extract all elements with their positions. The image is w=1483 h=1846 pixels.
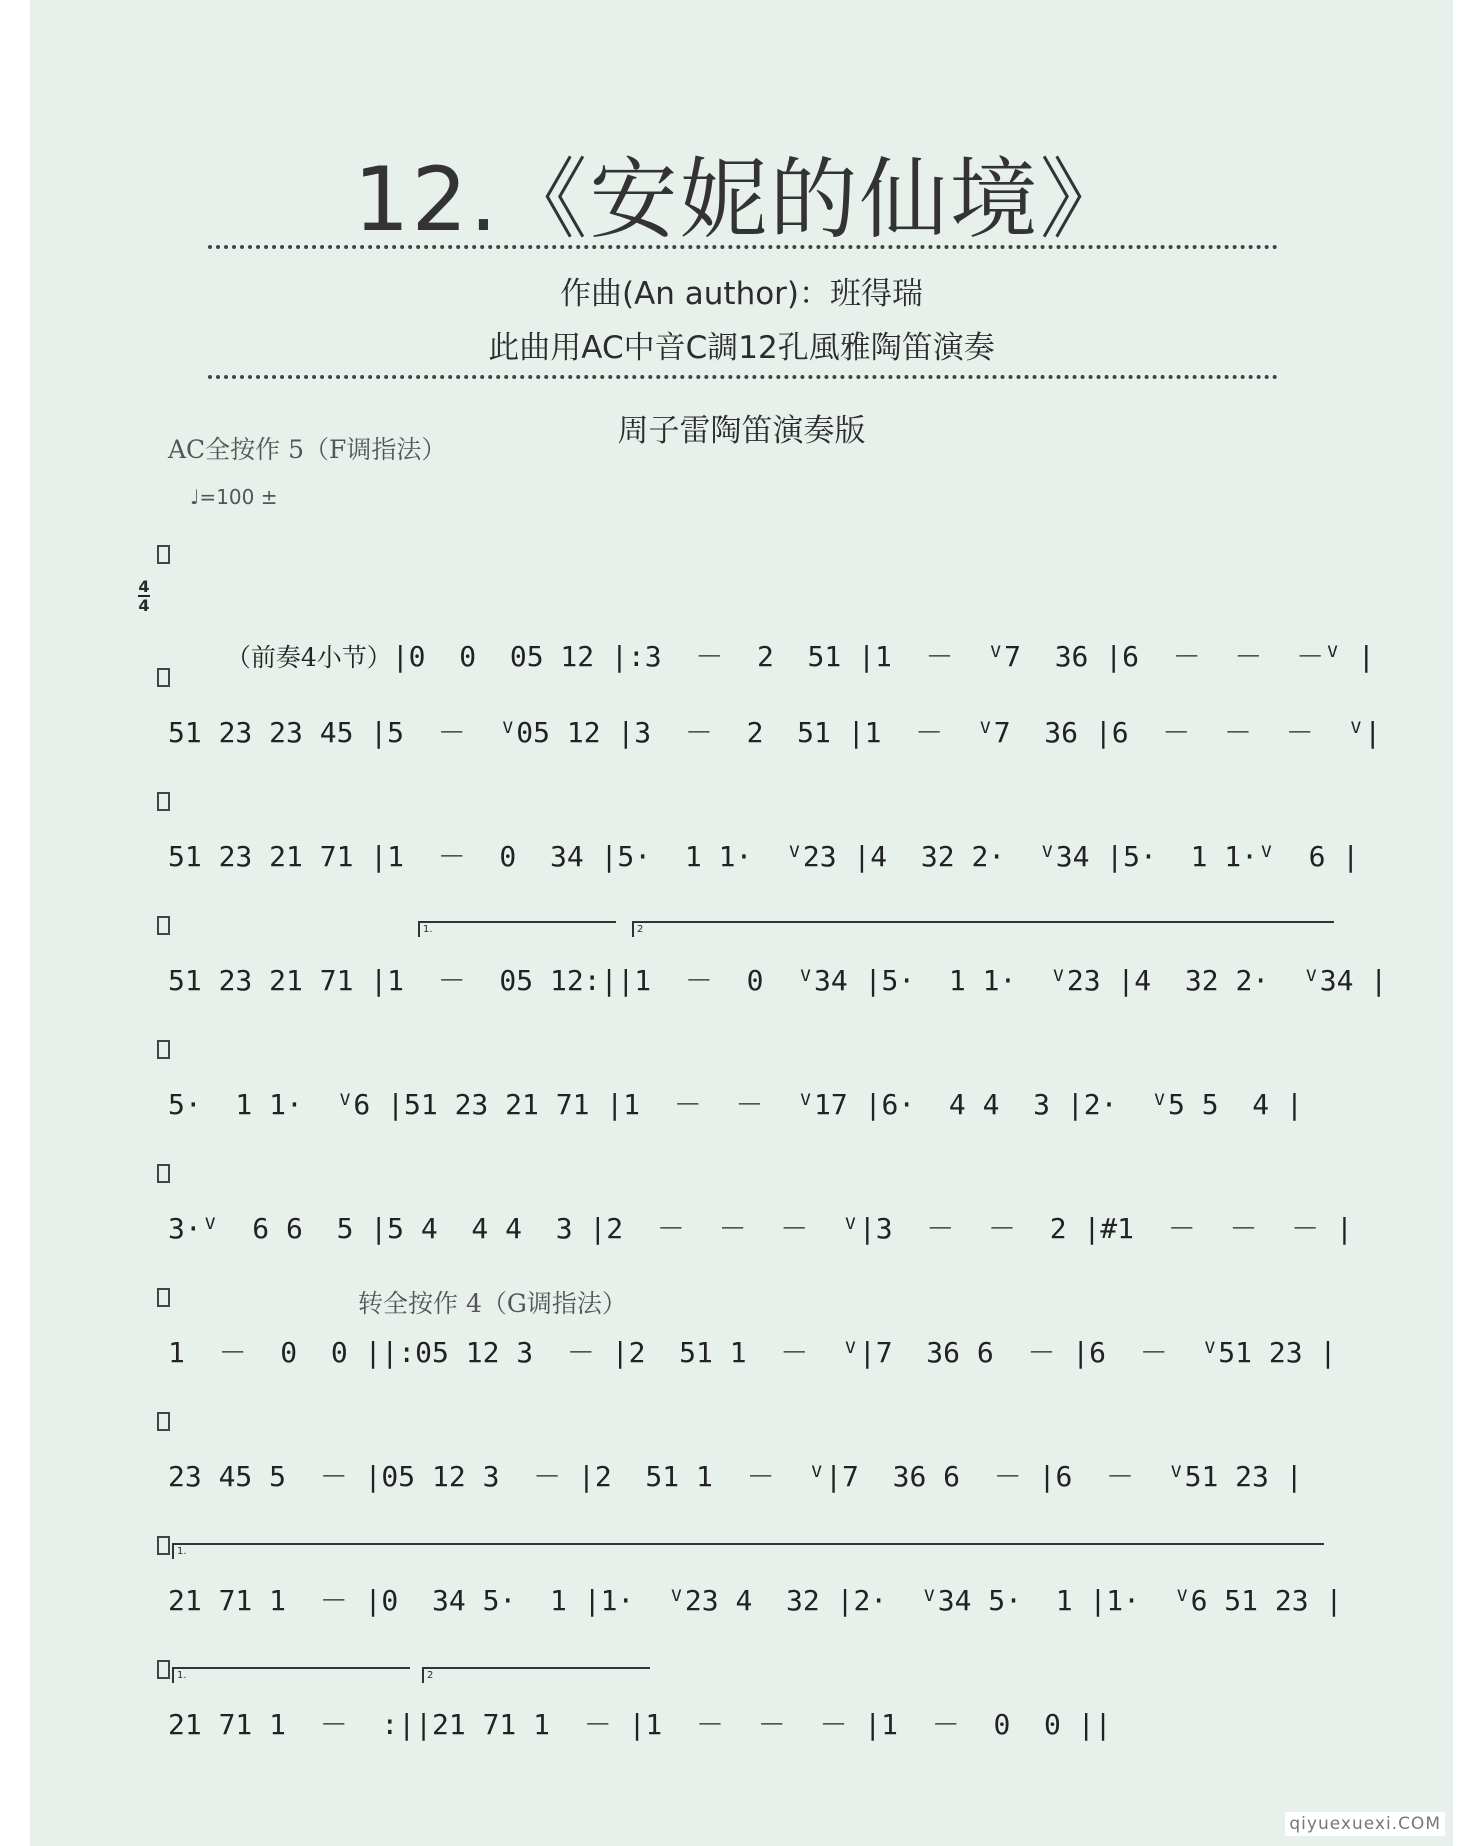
score-row-7: 1 － 0 0 ||:05 12 3 － |2 51 1 － ⱽ|7 36 6 － |6 － ⱽ51 23 |	[168, 1336, 1337, 1369]
fingering-note: AC全按作 5（F调指法）	[168, 435, 447, 464]
score-row-6: 3·ⱽ 6 6 5 |5 4 4 4 3 |2 － － － ⱽ|3 － － 2 |#1 － － － |	[168, 1212, 1353, 1245]
volta-bracket-2: 2	[632, 921, 1334, 937]
version-line: 周子雷陶笛演奏版	[617, 413, 866, 449]
row-marker	[157, 916, 170, 935]
composer-line: 作曲(An author)：班得瑞	[559, 276, 924, 312]
time-signature	[138, 578, 150, 614]
row-marker	[157, 668, 170, 687]
volta-bracket-3: 1.	[172, 1543, 1324, 1559]
row-marker	[157, 1412, 170, 1431]
score-row-4: 51 23 21 71 |1 － 05 12:||1 － 0 ⱽ34 |5· 1 1· ⱽ23 |4 32 2· ⱽ34 |	[168, 964, 1388, 997]
time-signature-top: 4	[138, 577, 150, 596]
time-signature-bottom: 4	[138, 596, 150, 615]
volta-bracket-4: 1.	[172, 1667, 410, 1683]
score-row-1	[210, 585, 1375, 673]
score-row-3: 51 23 21 71 |1 － 0 34 |5· 1 1· ⱽ23 |4 32 2· ⱽ34 |5· 1 1·ⱽ 6 |	[168, 840, 1360, 873]
score-row-8: 23 45 5 － |05 12 3 － |2 51 1 － ⱽ|7 36 6 － |6 － ⱽ51 23 |	[168, 1460, 1303, 1493]
score-row-10: 21 71 1 － :||21 71 1 － |1 － － － |1 － 0 0 ||	[168, 1708, 1112, 1741]
score-row-1-notes: |0 0 05 12 |:3 － 2 51 |1 － ⱽ7 36 |6 － － －ⱽ |	[391, 640, 1375, 673]
volta-bracket-1: 1.	[418, 921, 616, 937]
key-change-note: 转全按作 4（G调指法）	[358, 1289, 627, 1318]
row-marker	[157, 1660, 170, 1679]
row-marker	[157, 1164, 170, 1183]
instrument-line: 此曲用AC中音C調12孔風雅陶笛演奏	[488, 330, 995, 366]
dotted-divider-top	[208, 245, 1278, 249]
tempo-mark: ♩=100 ±	[190, 485, 278, 509]
site-watermark: qiyuexuexi.COM	[1285, 1812, 1445, 1836]
volta-bracket-5: 2	[422, 1667, 650, 1683]
intro-label: （前奏4小节）	[225, 643, 392, 672]
score-row-2: 51 23 23 45 |5 － ⱽ05 12 |3 － 2 51 |1 － ⱽ7 36 |6 － － － ⱽ|	[168, 716, 1382, 749]
row-marker	[157, 1536, 170, 1555]
page-title: 12.《安妮的仙境》	[353, 148, 1130, 251]
row-marker	[157, 545, 170, 564]
row-marker	[157, 1288, 170, 1307]
row-marker	[157, 792, 170, 811]
score-row-9: 21 71 1 － |0 34 5· 1 |1· ⱽ23 4 32 |2· ⱽ34 5· 1 |1· ⱽ6 51 23 |	[168, 1584, 1343, 1617]
row-marker	[157, 1040, 170, 1059]
score-row-5: 5· 1 1· ⱽ6 |51 23 21 71 |1 － － ⱽ17 |6· 4 4 3 |2· ⱽ5 5 4 |	[168, 1088, 1303, 1121]
dotted-divider-bottom	[208, 375, 1278, 379]
